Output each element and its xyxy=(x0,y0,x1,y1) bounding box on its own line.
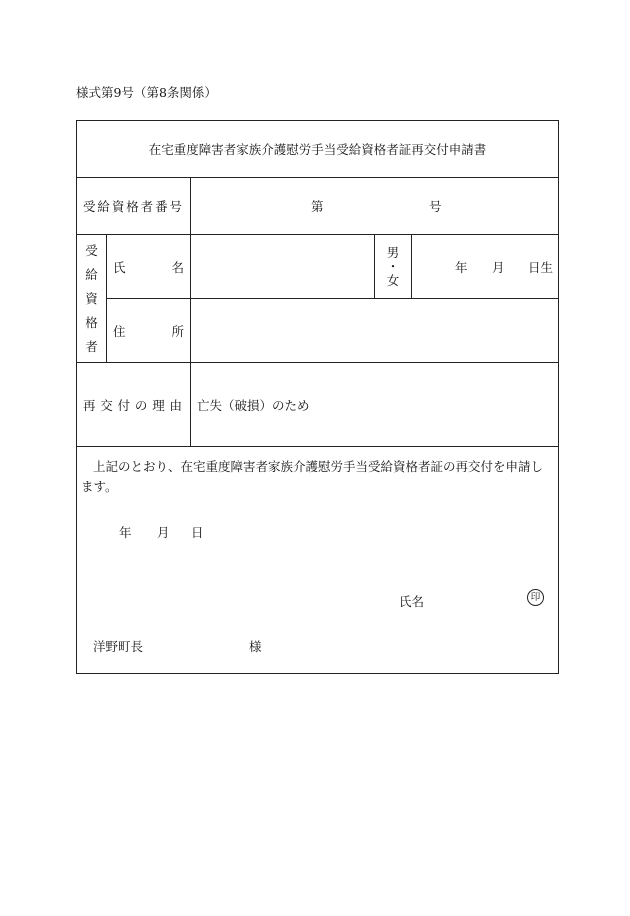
seal-icon: 印 xyxy=(527,589,544,606)
name-label: 氏 名 xyxy=(107,235,191,299)
form-number: 様式第9号（第8条関係） xyxy=(76,85,217,100)
application-date-year: 年 xyxy=(119,525,132,540)
certificate-number-field[interactable] xyxy=(191,178,559,235)
address-field[interactable] xyxy=(191,299,559,363)
address-label: 住 所 xyxy=(107,299,191,363)
recipient-vertical-label: 受 給 資 格 者 xyxy=(77,235,107,363)
recipient-honorific: 様 xyxy=(249,639,262,654)
certificate-number-prefix: 第 xyxy=(311,199,324,214)
declaration-section xyxy=(77,447,559,674)
reason-value: 亡失（破損）のため xyxy=(191,363,559,447)
certificate-number-suffix: 号 xyxy=(429,199,442,214)
form-title: 在宅重度障害者家族介護慰労手当受給資格者証再交付申請書 xyxy=(77,121,559,178)
gender-selector[interactable]: 男 ・ 女 xyxy=(375,235,412,299)
declaration-text: 上記のとおり、在宅重度障害者家族介護慰労手当受給資格者証の再交付を申請します。 xyxy=(81,459,544,494)
recipient-name: 洋野町長 xyxy=(93,639,144,654)
signer-name-label: 氏名 xyxy=(399,594,425,609)
certificate-number-label: 受給資格者番号 xyxy=(77,178,191,235)
application-date-day: 日 xyxy=(191,525,204,540)
reason-label: 再交付の理由 xyxy=(77,363,191,447)
application-form xyxy=(76,120,559,674)
name-field[interactable] xyxy=(191,235,375,299)
birth-date-field[interactable]: 年 月 日生 xyxy=(412,235,559,299)
application-date-month: 月 xyxy=(157,525,170,540)
